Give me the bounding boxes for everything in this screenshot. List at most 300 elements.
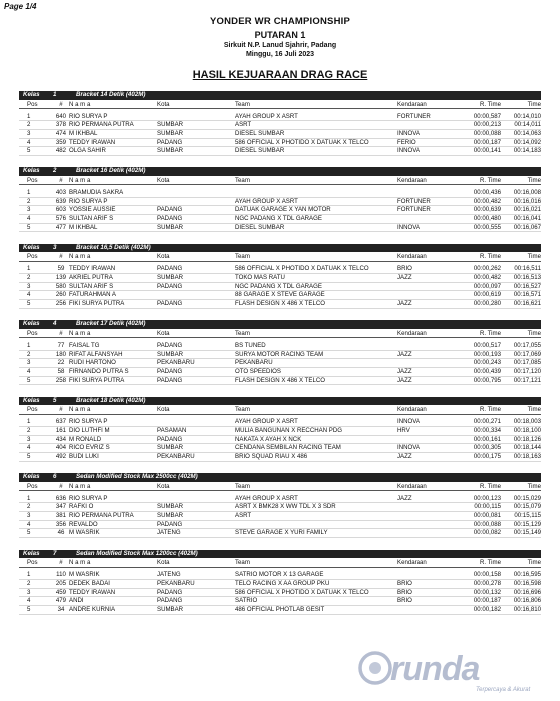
- cell-pos: 4: [27, 444, 31, 452]
- column-header-kota: Kota: [157, 406, 170, 414]
- cell-kota: SUMBAR: [157, 350, 184, 358]
- cell-no: 77: [57, 341, 65, 349]
- cell-pos: 2: [27, 274, 31, 282]
- cell-team: OTO SPEEDIOS: [235, 367, 281, 375]
- column-header-team: Team: [235, 329, 250, 337]
- cell-no: 639: [55, 197, 67, 205]
- cell-rtime: 00:00,187: [473, 597, 501, 605]
- cell-kota: SUMBAR: [157, 512, 184, 520]
- table-row: [19, 265, 541, 274]
- cell-time: 00:18,003: [513, 418, 541, 426]
- round-title: PUTARAN 1: [254, 30, 306, 40]
- column-header-pos: Pos: [27, 559, 38, 567]
- table-row: [19, 283, 541, 292]
- table-row: [19, 215, 541, 224]
- column-header-kendaraan: Kendaraan: [397, 253, 427, 261]
- cell-team: 586 OFFICIAL X PHOTIDO X DATUAK X TELCO: [235, 588, 369, 596]
- column-header-nama: N a m a: [69, 253, 91, 261]
- cell-kendaraan: INNOVA: [397, 223, 420, 231]
- column-header-time: Time: [527, 482, 541, 490]
- column-header-time: Time: [527, 559, 541, 567]
- cell-nama: RIO SURYA P: [69, 494, 108, 502]
- cell-pos: 5: [27, 529, 31, 537]
- cell-no: 205: [55, 579, 67, 587]
- cell-nama: RUDI HARTONO: [69, 359, 116, 367]
- cell-no: 637: [55, 418, 67, 426]
- cell-kendaraan: JAZZ: [397, 350, 412, 358]
- kelas-label: Kelas: [23, 167, 40, 175]
- cell-pos: 1: [27, 494, 31, 502]
- column-header-team: Team: [235, 176, 250, 184]
- cell-kendaraan: JAZZ: [397, 367, 412, 375]
- cell-team: NAKATA X AYAH X NCK: [235, 435, 302, 443]
- kelas-label: Kelas: [23, 243, 40, 251]
- cell-pos: 3: [27, 206, 31, 214]
- column-header-kendaraan: Kendaraan: [397, 329, 427, 337]
- cell-nama: RIO PERMANA PUTRA: [69, 512, 134, 520]
- table-row: [19, 529, 541, 538]
- cell-no: 640: [55, 112, 67, 120]
- cell-nama: FATURAHMAN A: [69, 291, 116, 299]
- table-row: [19, 427, 541, 436]
- cell-nama: TEDDY IRAWAN: [69, 138, 116, 146]
- cell-rtime: 00:00,088: [473, 520, 501, 528]
- cell-no: 459: [55, 588, 67, 596]
- cell-time: 00:14,092: [513, 138, 541, 146]
- cell-pos: 5: [27, 605, 31, 613]
- table-row: [19, 147, 541, 156]
- cell-nama: AKRIEL PUTRA: [69, 274, 113, 282]
- cell-pos: 2: [27, 426, 31, 434]
- cell-kota: SUMBAR: [157, 223, 184, 231]
- cell-kendaraan: FORTUNER: [397, 112, 431, 120]
- cell-nama: M IKHBAL: [69, 129, 98, 137]
- column-header-kota: Kota: [157, 253, 170, 261]
- column-header-kendaraan: Kendaraan: [397, 482, 427, 490]
- cell-pos: 1: [27, 188, 31, 196]
- table-row: [19, 597, 541, 606]
- cell-kota: PADANG: [157, 300, 183, 308]
- cell-time: 00:16,595: [513, 571, 541, 579]
- cell-kota: PADANG: [157, 367, 183, 375]
- column-header-kota: Kota: [157, 329, 170, 337]
- cell-kendaraan: FORTUNER: [397, 206, 431, 214]
- table-row: [19, 351, 541, 360]
- cell-rtime: 00:00,193: [473, 350, 501, 358]
- cell-time: 00:16,696: [513, 588, 541, 596]
- cell-rtime: 00:00,482: [473, 274, 501, 282]
- cell-pos: 1: [27, 112, 31, 120]
- cell-time: 00:17,120: [513, 367, 541, 375]
- cell-nama: RIO SURYA P: [69, 418, 108, 426]
- cell-kendaraan: JAZZ: [397, 453, 412, 460]
- table-row: [19, 503, 541, 512]
- cell-nama: M RONALD: [69, 435, 102, 443]
- kelas-header-bar: [19, 550, 541, 559]
- table-row: [19, 436, 541, 445]
- kelas-label: Kelas: [23, 320, 40, 328]
- cell-no: 403: [55, 188, 67, 196]
- column-header-time: Time: [527, 329, 541, 337]
- cell-nama: RIO SURYA P: [69, 197, 108, 205]
- table-row: [19, 274, 541, 283]
- brand-logo-icon: [358, 651, 392, 685]
- cell-rtime: 00:00,280: [473, 300, 501, 308]
- cell-pos: 3: [27, 359, 31, 367]
- cell-pos: 3: [27, 282, 31, 290]
- table-header-row: [19, 405, 541, 415]
- cell-kendaraan: JAZZ: [397, 494, 412, 502]
- cell-no: 22: [57, 359, 65, 367]
- cell-kota: PADANG: [157, 215, 183, 222]
- cell-rtime: 00:00,619: [473, 291, 501, 299]
- cell-nama: M IKHBAL: [69, 223, 98, 231]
- column-header-nama: N a m a: [69, 100, 91, 108]
- cell-no: 59: [57, 265, 65, 273]
- cell-rtime: 00:00,439: [473, 367, 501, 375]
- cell-kota: PADANG: [157, 282, 183, 290]
- cell-pos: 3: [27, 129, 31, 137]
- cell-no: 603: [55, 206, 67, 214]
- cell-nama: FIRNANDO PUTRA S: [69, 367, 129, 375]
- cell-kendaraan: BRIO: [397, 597, 412, 605]
- cell-nama: FIKI SURYA PUTRA: [69, 376, 125, 384]
- cell-team: PEKANBARU: [235, 359, 273, 367]
- cell-kendaraan: INNOVA: [397, 129, 420, 137]
- cell-nama: M WASRIK: [69, 529, 100, 537]
- column-header-team: Team: [235, 253, 250, 261]
- column-header-pos: Pos: [27, 176, 38, 184]
- cell-team: DIESEL SUMBAR: [235, 147, 285, 155]
- cell-team: SATRIO MOTOR X 13 GARAGE: [235, 571, 324, 579]
- bracket-name: Sedan Modified Stock Max 2500cc (402M): [76, 473, 198, 481]
- kelas-header-bar: [19, 91, 541, 100]
- cell-team: TOKO MAS RATU: [235, 274, 285, 282]
- cell-pos: 1: [27, 265, 31, 273]
- cell-kendaraan: INNOVA: [397, 418, 420, 426]
- table-row: [19, 224, 541, 233]
- column-header-kota: Kota: [157, 559, 170, 567]
- cell-pos: 4: [27, 520, 31, 528]
- kelas-number: 3: [53, 243, 57, 251]
- cell-time: 00:18,144: [513, 444, 541, 452]
- cell-rtime: 00:00,182: [473, 605, 501, 613]
- cell-time: 00:17,085: [513, 359, 541, 367]
- cell-time: 00:16,571: [513, 291, 541, 299]
- cell-team: AYAH GROUP X ASRT: [235, 112, 298, 120]
- cell-kota: PADANG: [157, 265, 183, 273]
- cell-team: STEVE GARAGE X YURI FAMILY: [235, 529, 328, 537]
- column-header-pos: Pos: [27, 482, 38, 490]
- column-header-no: #: [59, 253, 63, 261]
- column-header-no: #: [59, 406, 63, 414]
- watermark-text: runda: [390, 650, 480, 688]
- cell-team: SATRIO: [235, 597, 258, 605]
- cell-kota: PADANG: [157, 588, 183, 596]
- cell-pos: 3: [27, 512, 31, 520]
- cell-rtime: 00:00,587: [473, 112, 501, 120]
- cell-rtime: 00:00,436: [473, 188, 501, 196]
- column-header-rtime: R. Time: [480, 100, 501, 108]
- cell-rtime: 00:00,088: [473, 129, 501, 137]
- cell-rtime: 00:00,082: [473, 529, 501, 537]
- cell-no: 34: [57, 605, 65, 613]
- column-header-no: #: [59, 559, 63, 567]
- cell-team: ASRT: [235, 121, 252, 129]
- column-header-rtime: R. Time: [480, 253, 501, 261]
- cell-no: 492: [55, 453, 67, 460]
- cell-team: 586 OFFICIAL X PHOTIDO X DATUAK X TELCO: [235, 138, 369, 146]
- bracket-name: Bracket 16 Detik (402M): [76, 167, 146, 175]
- cell-time: 00:16,806: [513, 597, 541, 605]
- kelas-header-bar: [19, 244, 541, 253]
- cell-nama: OLGA SAHIR: [69, 147, 106, 155]
- cell-rtime: 00:00,517: [473, 341, 501, 349]
- cell-rtime: 00:00,480: [473, 215, 501, 222]
- cell-nama: REVALDO: [69, 520, 98, 528]
- cell-kota: SUMBAR: [157, 605, 184, 613]
- cell-team: ASRT X BMK28 X WW TDL X 3 SDR: [235, 503, 336, 511]
- cell-nama: RAFKI O: [69, 503, 94, 511]
- watermark-tagline: Terpercaya & Akurat: [476, 687, 531, 693]
- table-row: [19, 495, 541, 504]
- column-header-rtime: R. Time: [480, 406, 501, 414]
- cell-no: 580: [55, 282, 67, 290]
- cell-rtime: 00:00,305: [473, 444, 501, 452]
- cell-kota: SUMBAR: [157, 274, 184, 282]
- kelas-label: Kelas: [23, 473, 40, 481]
- cell-kendaraan: INNOVA: [397, 147, 420, 155]
- kelas-label: Kelas: [23, 396, 40, 404]
- cell-team: BRIO SQUAD RIAU X 486: [235, 453, 308, 460]
- cell-rtime: 00:00,081: [473, 512, 501, 520]
- cell-team: DATUAK GARAGE X YAN MOTOR: [235, 206, 331, 214]
- cell-team: AYAH GROUP X ASRT: [235, 494, 298, 502]
- cell-team: 88 GARAGE X STEVE GARAGE: [235, 291, 325, 299]
- cell-no: 474: [55, 129, 67, 137]
- bracket-name: Sedan Modified Stock Max 1200cc (402M): [76, 549, 198, 557]
- kelas-header-bar: [19, 167, 541, 176]
- column-header-rtime: R. Time: [480, 559, 501, 567]
- table-row: [19, 444, 541, 453]
- page-label: Page 1/4: [4, 2, 37, 11]
- cell-pos: 4: [27, 138, 31, 146]
- cell-kendaraan: FORTUNER: [397, 197, 431, 205]
- cell-rtime: 00:00,161: [473, 435, 501, 443]
- column-header-team: Team: [235, 482, 250, 490]
- cell-no: 404: [55, 444, 67, 452]
- cell-team: FLASH DESIGN X 486 X TELCO: [235, 376, 325, 384]
- cell-pos: 1: [27, 571, 31, 579]
- column-header-time: Time: [527, 100, 541, 108]
- cell-no: 161: [55, 426, 67, 434]
- column-header-time: Time: [527, 176, 541, 184]
- cell-rtime: 00:00,278: [473, 579, 501, 587]
- cell-kendaraan: BRIO: [397, 265, 412, 273]
- bracket-name: Bracket 18 Detik (402M): [76, 396, 146, 404]
- cell-time: 00:16,016: [513, 197, 541, 205]
- cell-kota: SUMBAR: [157, 503, 184, 511]
- cell-kota: PADANG: [157, 435, 183, 443]
- cell-no: 381: [55, 512, 67, 520]
- table-row: [19, 571, 541, 580]
- cell-no: 434: [55, 435, 67, 443]
- cell-pos: 2: [27, 579, 31, 587]
- cell-rtime: 00:00,158: [473, 571, 501, 579]
- table-row: [19, 113, 541, 122]
- cell-kota: JATENG: [157, 529, 181, 537]
- cell-rtime: 00:00,213: [473, 121, 501, 129]
- cell-time: 00:16,513: [513, 274, 541, 282]
- kelas-section: [19, 550, 541, 615]
- cell-kota: SUMBAR: [157, 129, 184, 137]
- cell-kendaraan: INNOVA: [397, 444, 420, 452]
- cell-no: 576: [55, 215, 67, 222]
- cell-no: 356: [55, 520, 67, 528]
- cell-pos: 2: [27, 503, 31, 511]
- cell-team: DIESEL SUMBAR: [235, 223, 285, 231]
- cell-nama: ANDI: [69, 597, 84, 605]
- column-header-rtime: R. Time: [480, 329, 501, 337]
- cell-pos: 2: [27, 350, 31, 358]
- cell-team: CENDANA SEMBILAN RACING TEAM: [235, 444, 341, 452]
- cell-pos: 4: [27, 367, 31, 375]
- cell-time: 00:15,029: [513, 494, 541, 502]
- cell-team: FLASH DESIGN X 486 X TELCO: [235, 300, 325, 308]
- cell-time: 00:14,010: [513, 112, 541, 120]
- cell-no: 378: [55, 121, 67, 129]
- cell-kendaraan: JAZZ: [397, 274, 412, 282]
- kelas-header-bar: [19, 473, 541, 482]
- cell-pos: 4: [27, 215, 31, 222]
- table-header-row: [19, 100, 541, 110]
- cell-pos: 4: [27, 291, 31, 299]
- cell-time: 00:15,149: [513, 529, 541, 537]
- kelas-section: [19, 397, 541, 462]
- table-row: [19, 418, 541, 427]
- cell-team: ASRT: [235, 512, 252, 520]
- cell-kota: SUMBAR: [157, 444, 184, 452]
- column-header-team: Team: [235, 100, 250, 108]
- table-row: [19, 521, 541, 530]
- cell-nama: FAISAL TG: [69, 341, 100, 349]
- column-header-nama: N a m a: [69, 329, 91, 337]
- kelas-section: [19, 244, 541, 309]
- table-row: [19, 198, 541, 207]
- column-header-kota: Kota: [157, 176, 170, 184]
- cell-rtime: 00:00,187: [473, 138, 501, 146]
- cell-nama: RIO PERMANA PUTRA: [69, 121, 134, 129]
- table-row: [19, 342, 541, 351]
- table-row: [19, 300, 541, 309]
- cell-team: SURYA MOTOR RACING TEAM: [235, 350, 324, 358]
- table-row: [19, 130, 541, 139]
- column-header-kendaraan: Kendaraan: [397, 559, 427, 567]
- cell-time: 00:16,067: [513, 223, 541, 231]
- cell-kendaraan: BRIO: [397, 579, 412, 587]
- column-header-kota: Kota: [157, 482, 170, 490]
- table-row: [19, 512, 541, 521]
- cell-kendaraan: JAZZ: [397, 376, 412, 384]
- kelas-section: [19, 167, 541, 232]
- cell-time: 00:16,041: [513, 215, 541, 222]
- bracket-name: Bracket 16,5 Detik (402M): [76, 243, 151, 251]
- kelas-section: [19, 320, 541, 385]
- cell-no: 479: [55, 597, 67, 605]
- cell-nama: FIKI SURYA PUTRA: [69, 300, 125, 308]
- cell-no: 359: [55, 138, 67, 146]
- table-row: [19, 189, 541, 198]
- cell-time: 00:16,810: [513, 605, 541, 613]
- cell-time: 00:16,021: [513, 206, 541, 214]
- cell-time: 00:17,055: [513, 341, 541, 349]
- cell-time: 00:16,511: [514, 265, 541, 273]
- cell-kota: SUMBAR: [157, 147, 184, 155]
- table-row: [19, 453, 541, 462]
- column-header-nama: N a m a: [69, 176, 91, 184]
- cell-nama: BUDI LUKI: [69, 453, 99, 460]
- cell-kendaraan: JAZZ: [397, 300, 412, 308]
- cell-pos: 5: [27, 223, 31, 231]
- column-header-kota: Kota: [157, 100, 170, 108]
- cell-rtime: 00:00,123: [473, 494, 501, 502]
- cell-rtime: 00:00,141: [473, 147, 501, 155]
- cell-team: BS TUNED: [235, 341, 266, 349]
- cell-pos: 5: [27, 376, 31, 384]
- kelas-number: 2: [53, 167, 57, 175]
- cell-no: 260: [55, 291, 67, 299]
- cell-pos: 5: [27, 453, 31, 460]
- cell-time: 00:18,126: [513, 435, 541, 443]
- cell-rtime: 00:00,097: [473, 282, 501, 290]
- cell-nama: M WASRIK: [69, 571, 100, 579]
- cell-nama: ANDRE KURNIA: [69, 605, 116, 613]
- cell-kota: PADANG: [157, 376, 183, 384]
- column-header-pos: Pos: [27, 253, 38, 261]
- cell-rtime: 00:00,175: [473, 453, 501, 460]
- table-header-row: [19, 558, 541, 568]
- table-row: [19, 589, 541, 598]
- kelas-number: 1: [53, 91, 57, 98]
- column-header-team: Team: [235, 559, 250, 567]
- cell-time: 00:15,115: [514, 512, 541, 520]
- cell-nama: RIO SURYA P: [69, 112, 108, 120]
- column-header-rtime: R. Time: [480, 482, 501, 490]
- column-header-kendaraan: Kendaraan: [397, 406, 427, 414]
- cell-rtime: 00:00,262: [473, 265, 501, 273]
- cell-nama: TEDDY IRAWAN: [69, 588, 116, 596]
- date-text: Minggu, 16 Juli 2023: [245, 51, 315, 58]
- table-row: [19, 121, 541, 130]
- column-header-time: Time: [527, 406, 541, 414]
- cell-rtime: 00:00,132: [473, 588, 501, 596]
- column-header-time: Time: [527, 253, 541, 261]
- cell-team: MULIA BANGUNAN X RECCHAN PDG: [235, 426, 342, 434]
- cell-pos: 2: [27, 121, 31, 129]
- cell-team: AYAH GROUP X ASRT: [235, 418, 298, 426]
- cell-time: 00:17,069: [513, 350, 541, 358]
- cell-kota: PADANG: [157, 597, 183, 605]
- cell-team: 586 OFFICIAL X PHOTIDO X DATUAK X TELCO: [235, 265, 369, 273]
- cell-time: 00:16,008: [513, 188, 541, 196]
- cell-no: 482: [55, 147, 67, 155]
- table-header-row: [19, 252, 541, 262]
- cell-time: 00:16,621: [513, 300, 541, 308]
- cell-kota: SUMBAR: [157, 121, 184, 129]
- cell-nama: DEDEK BADAI: [69, 579, 110, 587]
- cell-no: 347: [55, 503, 67, 511]
- kelas-number: 4: [53, 320, 57, 328]
